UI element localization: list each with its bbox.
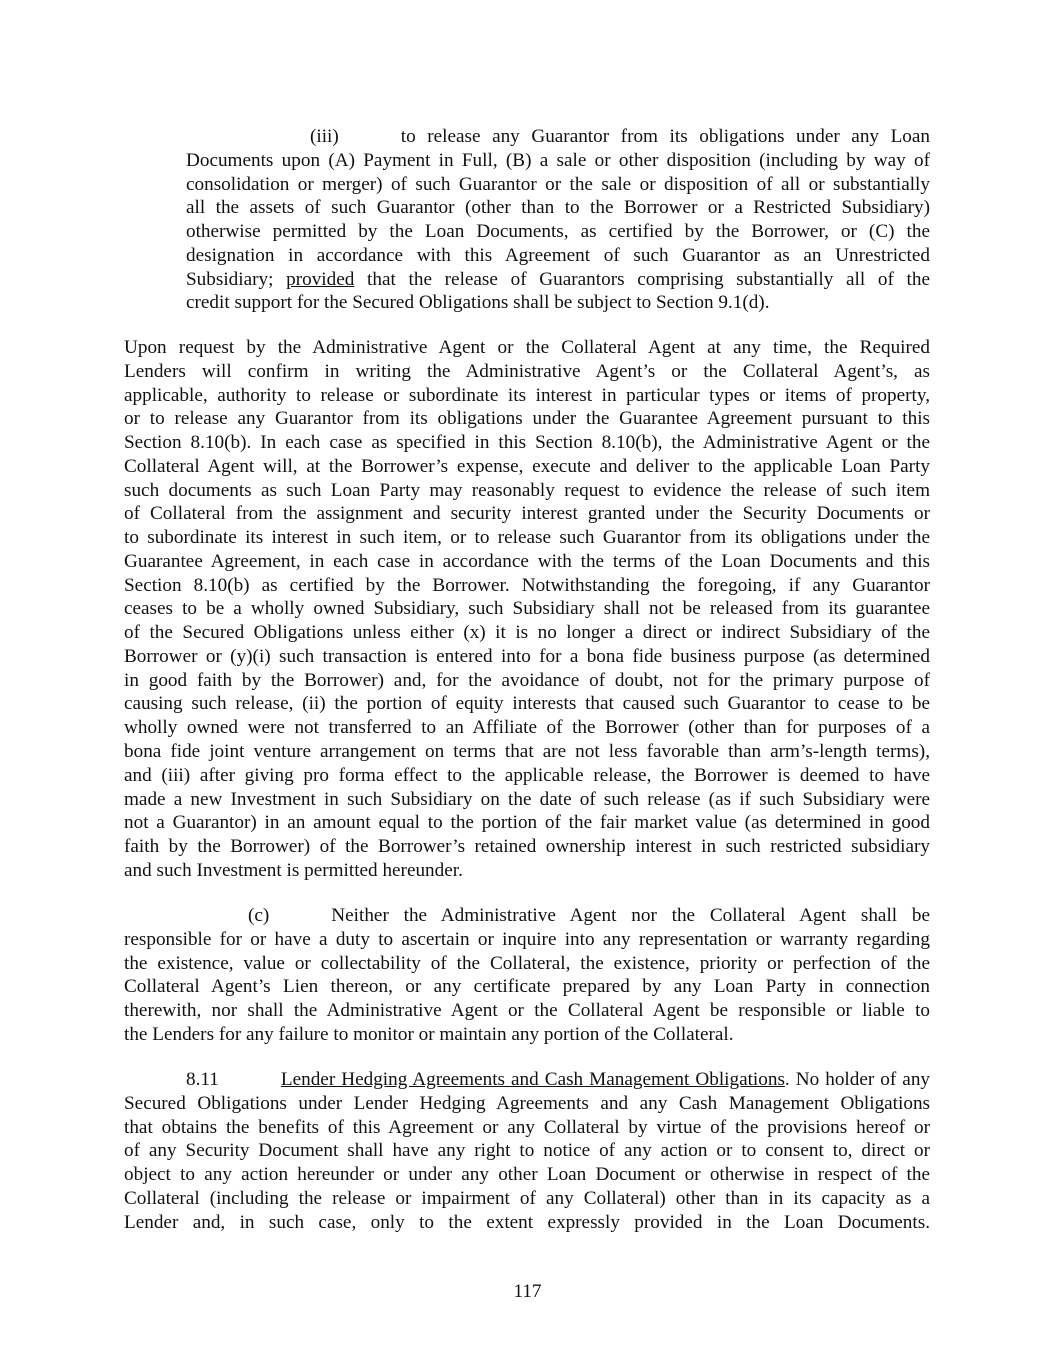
text-line [124, 431, 930, 455]
clause-iii-release-guarantor [186, 125, 930, 315]
text-segment: such documents as such Loan Party may reasonably request to evidence the release of such item [124, 479, 930, 501]
text-segment: . No holder of any [784, 1069, 931, 1090]
text-line [186, 173, 930, 197]
text-segment: applicable, authority to release or subordinate its interest in particular types or items of property, [124, 384, 930, 406]
text-line [124, 1116, 930, 1140]
text-segment: or to release any Guarantor from its obligations under the Guarantee Agreement pursuant to this [124, 408, 930, 430]
text-segment: that the release of Guarantors comprising substantially all of the [354, 268, 930, 290]
text-line [124, 788, 930, 812]
text-line [124, 999, 930, 1023]
text-segment: Section 8.10(b). In each case as specified in this Section 8.10(b), the Administrative Agent or the [124, 432, 930, 454]
underlined-term: Lender Hedging Agreements and Cash Management Obligations [280, 1069, 785, 1090]
text-line [124, 550, 930, 574]
text-segment: all the assets of such Guarantor (other than to the Borrower or a Restricted Subsidiary) [186, 197, 930, 219]
text-line [124, 1211, 930, 1235]
text-segment: consolidation or merger) of such Guarantor or the sale or disposition of all or substantially [186, 173, 930, 195]
text-segment: otherwise permitted by the Loan Documents, as certified by the Borrower, or (C) the [186, 221, 930, 243]
text-segment: causing such release, (ii) the portion of equity interests that caused such Guarantor to cease to be [124, 693, 930, 715]
text-line [124, 1023, 930, 1047]
text-segment: the Lenders for any failure to monitor or maintain any portion of the Collateral. [124, 1023, 734, 1045]
text-segment: made a new Investment in such Subsidiary on the date of such release (as if such Subsidiary were [124, 788, 930, 810]
text-segment: Subsidiary; [186, 268, 287, 290]
text-segment: to subordinate its interest in such item, or to release such Guarantor from its obligations under the [124, 527, 930, 549]
required-lenders-confirmation-paragraph [124, 336, 930, 883]
text-segment: Neither the Administrative Agent nor the Collateral Agent shall be [331, 905, 930, 926]
text-line [186, 291, 930, 315]
text-line [124, 455, 930, 479]
text-segment: wholly owned were not transferred to an Affiliate of the Borrower (other than for purposes of a [124, 717, 930, 739]
text-segment: (iii) [310, 126, 339, 147]
text-line [124, 1163, 930, 1187]
section-8-11-paragraph [124, 1068, 930, 1234]
text-line [124, 360, 930, 384]
text-segment: ceases to be a wholly owned Subsidiary, such Subsidiary shall not be released from its guarantee [124, 598, 930, 620]
text-segment: therewith, nor shall the Administrative Agent or the Collateral Agent be responsible or liable to [124, 1000, 930, 1022]
text-line [124, 928, 930, 952]
text-segment: (c) [248, 905, 270, 926]
text-segment: Lender and, in such case, only to the extent expressly provided in the Loan Documents. [124, 1211, 930, 1233]
text-segment: and (iii) after giving pro forma effect to the applicable release, the Borrower is deemed to have [124, 764, 930, 786]
text-segment: of Collateral from the assignment and security interest granted under the Security Documents or [124, 503, 930, 525]
text-segment: Lenders will confirm in writing the Administrative Agent’s or the Collateral Agent’s, as [124, 360, 930, 382]
text-line [124, 952, 930, 976]
text-line [124, 336, 930, 360]
text-line [186, 196, 930, 220]
text-segment: Collateral Agent will, at the Borrower’s expense, execute and deliver to the applicable Loan Party [124, 455, 930, 477]
text-line [124, 597, 930, 621]
page-number: 117 [513, 1281, 542, 1302]
text-line [186, 125, 930, 149]
clause-c-no-duty-paragraph [124, 904, 930, 1047]
text-line [124, 526, 930, 550]
text-line [124, 479, 930, 503]
text-segment: bona fide joint venture arrangement on terms that are not less favorable than arm’s-length terms), [124, 741, 930, 763]
text-segment: that obtains the benefits of this Agreement or any Collateral by virtue of the provisions hereof or [124, 1116, 930, 1138]
text-segment: the existence, value or collectability of the Collateral, the existence, priority or perfection of the [124, 952, 930, 974]
text-segment: 8.11 [186, 1069, 219, 1090]
text-segment: designation in accordance with this Agreement of such Guarantor as an Unrestricted [186, 244, 930, 266]
text-line [124, 811, 930, 835]
text-line [186, 244, 930, 268]
text-line [124, 621, 930, 645]
text-line [124, 859, 930, 883]
text-line [124, 1187, 930, 1211]
text-segment: Documents upon (A) Payment in Full, (B) a sale or other disposition (including by way of [186, 149, 930, 171]
text-segment: and such Investment is permitted hereunder. [124, 859, 463, 881]
text-segment: of any Security Document shall have any right to notice of any action or to consent to, direct or [124, 1140, 930, 1162]
text-line [124, 904, 930, 928]
text-segment: responsible for or have a duty to ascertain or inquire into any representation or warranty regarding [124, 928, 930, 950]
text-line [124, 1068, 930, 1092]
text-line [124, 502, 930, 526]
text-segment: Borrower or (y)(i) such transaction is entered into for a bona fide business purpose (as determined [124, 645, 930, 667]
text-segment: object to any action hereunder or under any other Loan Document or otherwise in respect of the [124, 1164, 930, 1186]
text-segment: to release any Guarantor from its obligations under any Loan [400, 126, 930, 147]
text-line [124, 692, 930, 716]
text-segment: not a Guarantor) in an amount equal to the portion of the fair market value (as determined in good [124, 812, 930, 834]
text-segment: of the Secured Obligations unless either (x) it is no longer a direct or indirect Subsidiary of the [124, 622, 930, 644]
text-segment: in good faith by the Borrower) and, for the avoidance of doubt, not for the primary purpose of [124, 669, 930, 691]
text-segment: Collateral (including the release or impairment of any Collateral) other than in its capacity as a [124, 1187, 930, 1209]
text-line [124, 574, 930, 598]
text-line [124, 975, 930, 999]
text-line [124, 716, 930, 740]
text-line [124, 835, 930, 859]
text-line [124, 384, 930, 408]
text-segment: Collateral Agent’s Lien thereon, or any certificate prepared by any Loan Party in connection [124, 976, 930, 998]
underlined-term: provided [286, 268, 355, 290]
text-line [124, 407, 930, 431]
text-segment: faith by the Borrower) of the Borrower’s retained ownership interest in such restricted subsidiary [124, 836, 930, 858]
text-line [124, 764, 930, 788]
text-line [186, 149, 930, 173]
text-line [124, 669, 930, 693]
text-segment: credit support for the Secured Obligations shall be subject to Section 9.1(d). [186, 292, 770, 314]
text-line [124, 1092, 930, 1116]
text-line [186, 268, 930, 292]
text-segment: Upon request by the Administrative Agent or the Collateral Agent at any time, the Required [124, 337, 930, 358]
text-line [186, 220, 930, 244]
text-segment: Guarantee Agreement, in each case in accordance with the terms of the Loan Documents and this [124, 550, 930, 572]
text-line [124, 1139, 930, 1163]
text-line [124, 645, 930, 669]
text-segment: Secured Obligations under Lender Hedging Agreements and any Cash Management Obligations [124, 1092, 930, 1114]
text-line [124, 740, 930, 764]
text-segment: Section 8.10(b) as certified by the Borrower. Notwithstanding the foregoing, if any Guarantor [124, 574, 930, 596]
